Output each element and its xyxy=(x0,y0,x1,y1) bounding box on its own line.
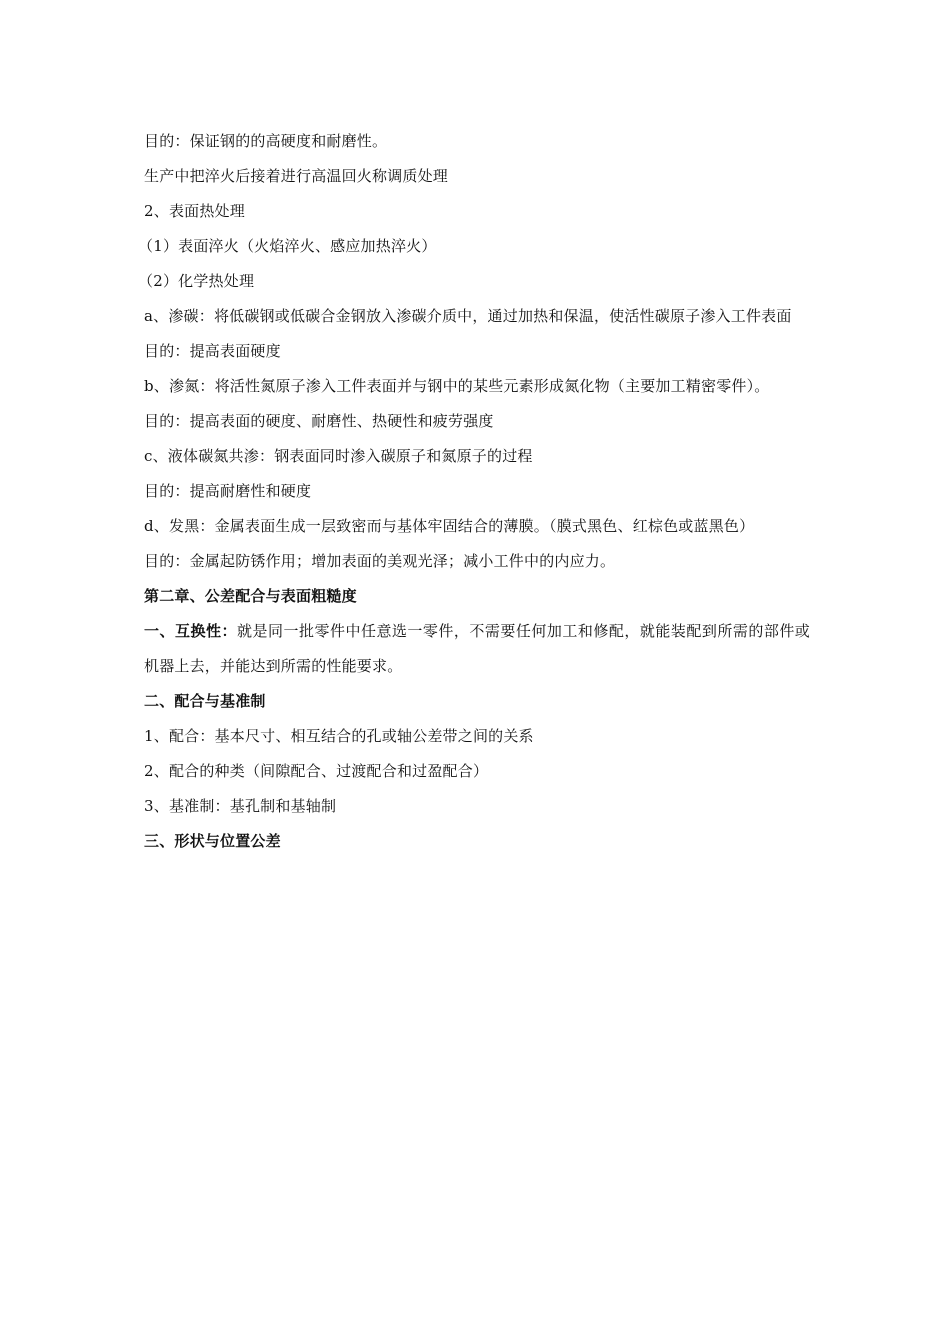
carbonitriding-goal-text: 目的：提高耐磨性和硬度 xyxy=(144,482,312,500)
surface-heat-treatment-heading: 2、表面热处理 xyxy=(144,202,245,220)
shape-position-tolerance-heading: 三、形状与位置公差 xyxy=(144,832,281,850)
fit-and-basis-heading: 二、配合与基准制 xyxy=(144,692,266,710)
interchangeability-text: 就是同一批零件中任意选一零件，不需要任何加工和修配，就能装配到所需的部件或机器上去，并能达到所需的性能要求。 xyxy=(144,622,811,675)
blackening-goal-text: 目的：金属起防锈作用；增加表面的美观光泽；减小工件中的内应力。 xyxy=(144,552,616,570)
interchangeability-paragraph xyxy=(144,614,810,684)
quenching-goal-text: 目的：保证钢的的高硬度和耐磨性。 xyxy=(144,132,388,150)
carburizing-paragraph: a、渗碳：将低碳钢或低碳合金钢放入渗碳介质中，通过加热和保温，使活性碳原子渗入工件表面 xyxy=(144,307,792,325)
carburizing-goal-text: 目的：提高表面硬度 xyxy=(144,342,281,360)
interchangeability-label: 一、互换性： xyxy=(144,622,237,640)
nitriding-goal-text: 目的：提高表面的硬度、耐磨性、热硬性和疲劳强度 xyxy=(144,412,494,430)
chemical-heat-treatment-item: （2）化学热处理 xyxy=(138,272,255,290)
nitriding-paragraph: b、渗氮：将活性氮原子渗入工件表面并与钢中的某些元素形成氮化物（主要加工精密零件）。 xyxy=(144,377,770,395)
blackening-paragraph: d、发黑：金属表面生成一层致密而与基体牢固结合的薄膜。（膜式黑色、红棕色或蓝黑色） xyxy=(144,517,755,535)
document-content xyxy=(138,124,811,859)
surface-quenching-item: （1）表面淬火（火焰淬火、感应加热淬火） xyxy=(138,237,437,255)
carbonitriding-paragraph: c、液体碳氮共渗：钢表面同时渗入碳原子和氮原子的过程 xyxy=(144,447,533,465)
fit-item-2: 2、配合的种类（间隙配合、过渡配合和过盈配合） xyxy=(144,762,489,780)
fit-item-1: 1、配合：基本尺寸、相互结合的孔或轴公差带之间的关系 xyxy=(144,727,534,745)
tempering-note-text: 生产中把淬火后接着进行高温回火称调质处理 xyxy=(144,167,449,185)
chapter-two-title: 第二章、公差配合与表面粗糙度 xyxy=(144,587,357,605)
fit-item-3: 3、基准制：基孔制和基轴制 xyxy=(144,797,337,815)
